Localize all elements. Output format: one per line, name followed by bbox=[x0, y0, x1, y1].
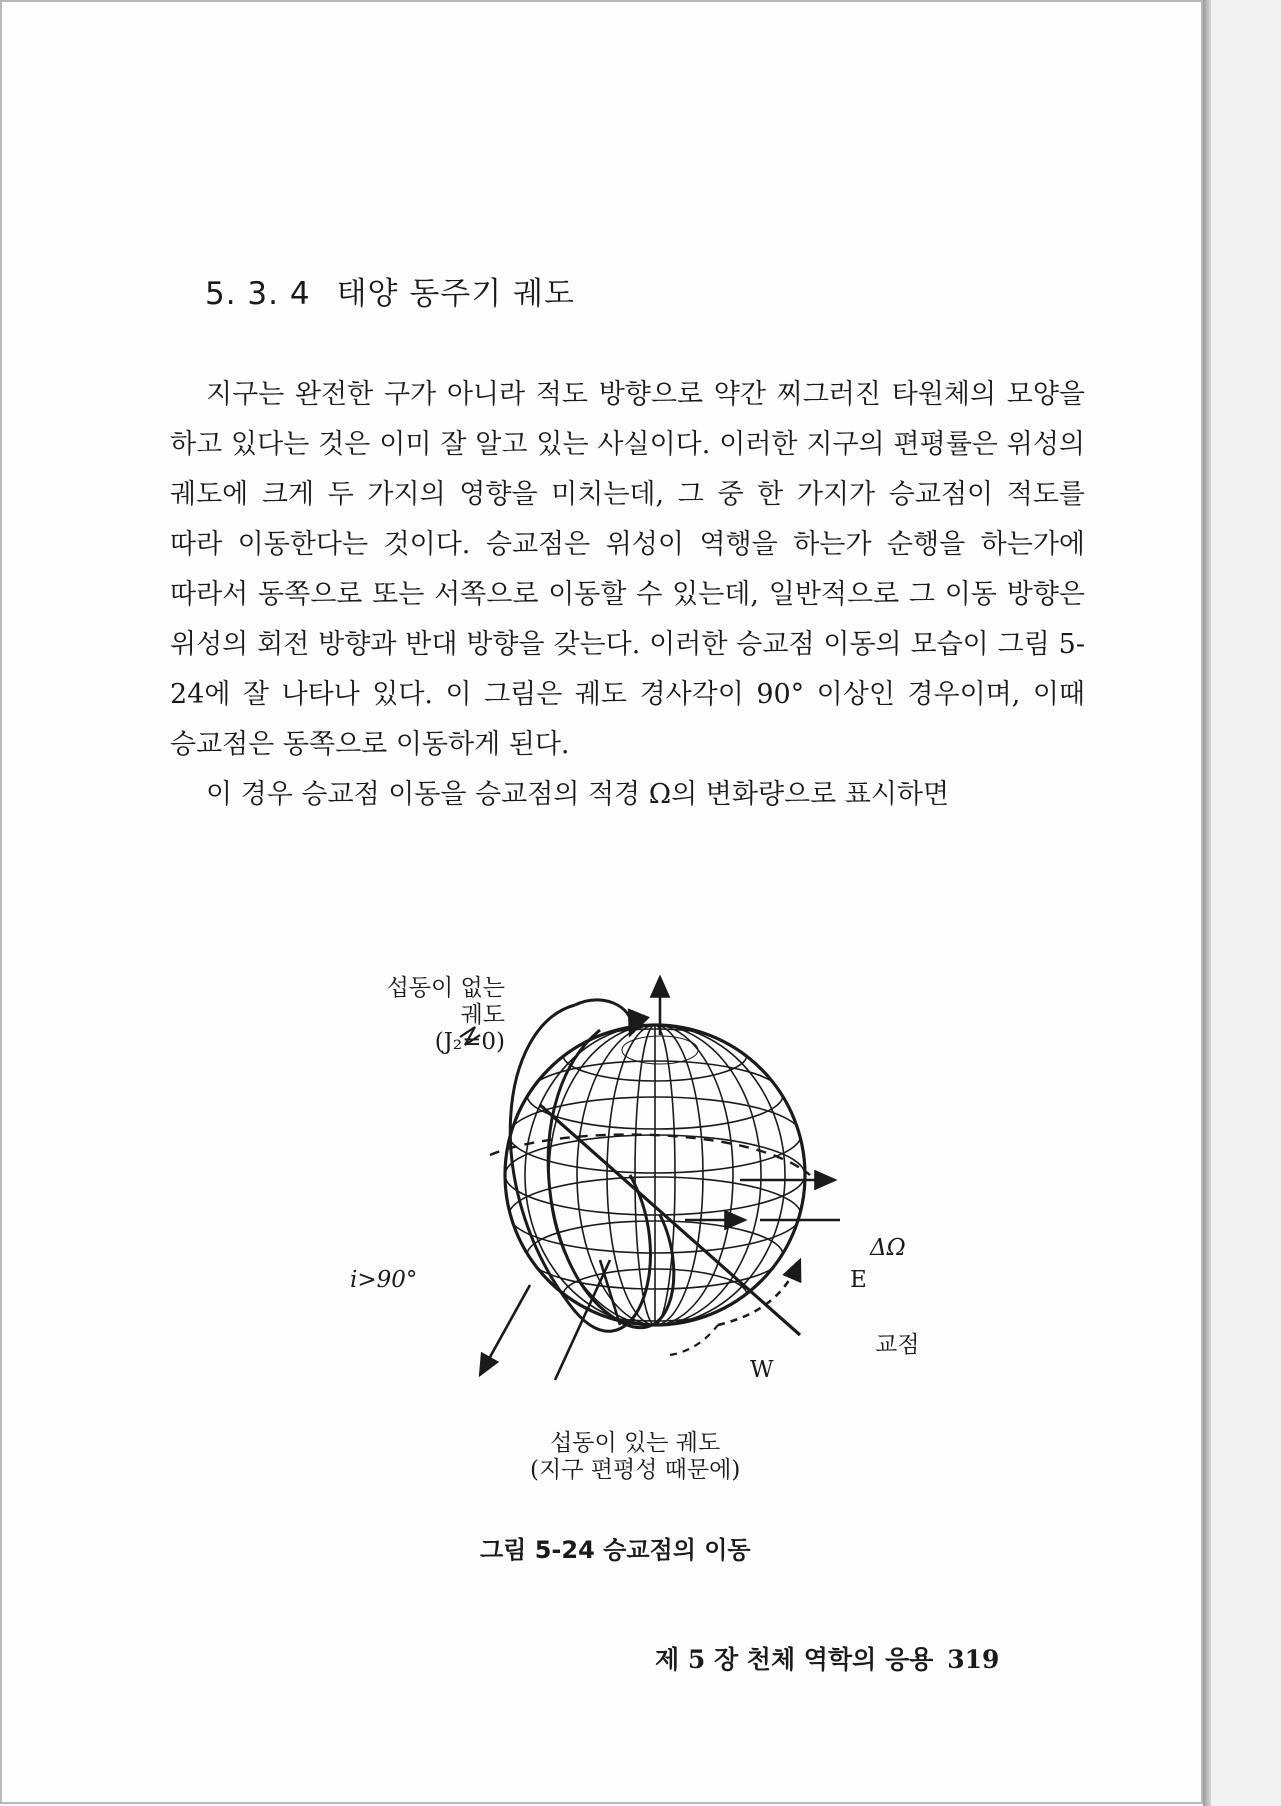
label-west: W bbox=[750, 1357, 774, 1383]
page-number: 319 bbox=[947, 1645, 1000, 1674]
dashed-orbit-back bbox=[490, 1135, 810, 1175]
section-title: 태양 동주기 궤도 bbox=[336, 276, 575, 312]
paragraph-2: 이 경우 승교점 이동을 승교점의 적경 Ω의 변화량으로 표시하면 bbox=[206, 779, 950, 810]
figure-caption: 그림 5-24 승교점의 이동 bbox=[480, 1536, 751, 1564]
scan-margin bbox=[1211, 0, 1281, 1806]
leader-line-left bbox=[480, 1285, 530, 1375]
label-unperturbed-orbit: 섭동이 없는 궤도 (J₂=0) bbox=[386, 975, 505, 1055]
section-number: 5. 3. 4 bbox=[205, 276, 311, 312]
precession-arrow-tail bbox=[670, 1325, 718, 1355]
label-perturbed-orbit: 섭동이 있는 궤도 (지구 편평성 때문에) bbox=[530, 1430, 741, 1483]
figure-node-precession bbox=[330, 975, 950, 1495]
label-delta-omega: ΔΩ bbox=[870, 1235, 906, 1261]
label-node: 교점 bbox=[875, 1332, 920, 1358]
body-text bbox=[170, 370, 1085, 820]
orbits bbox=[490, 1000, 810, 1335]
page-edge bbox=[1203, 0, 1211, 1806]
label-east: E bbox=[850, 1267, 867, 1293]
page-footer bbox=[655, 1640, 999, 1676]
label-inclination: i>90° bbox=[350, 1267, 418, 1293]
running-footer-chapter: 제 5 장 천체 역학의 응용 bbox=[655, 1645, 934, 1674]
precession-arrow bbox=[718, 1260, 800, 1325]
section-heading bbox=[205, 268, 575, 313]
paragraph-1: 지구는 완전한 구가 아니라 적도 방향으로 약간 찌그러진 타원체의 모양을 하고 있다는 것은 이미 잘 알고 있는 사실이다. 이러한 지구의 편평률은 위성의 궤도에 크게 두 가지의 영향을 미치는데, 그 중 한 가지가 승교점이 적도를 따라 이동한다는 것이다. 승교점은 위성이 역행을 하는가 순행을 하는가에 따라서 동쪽으로 또는 서쪽으로 이동할 수 있는데, 일반적으로 그 이동 방향은 위성의 회전 방향과 반대 방향을 갖는다. 이러한 승교점 이동의 모습이 그림 5-24에 잘 나타나 있다. 이 그림은 궤도 경사각이 90° 이상인 경우이며, 이때 승교점은 동쪽으로 이동하게 된다. bbox=[170, 379, 1085, 760]
